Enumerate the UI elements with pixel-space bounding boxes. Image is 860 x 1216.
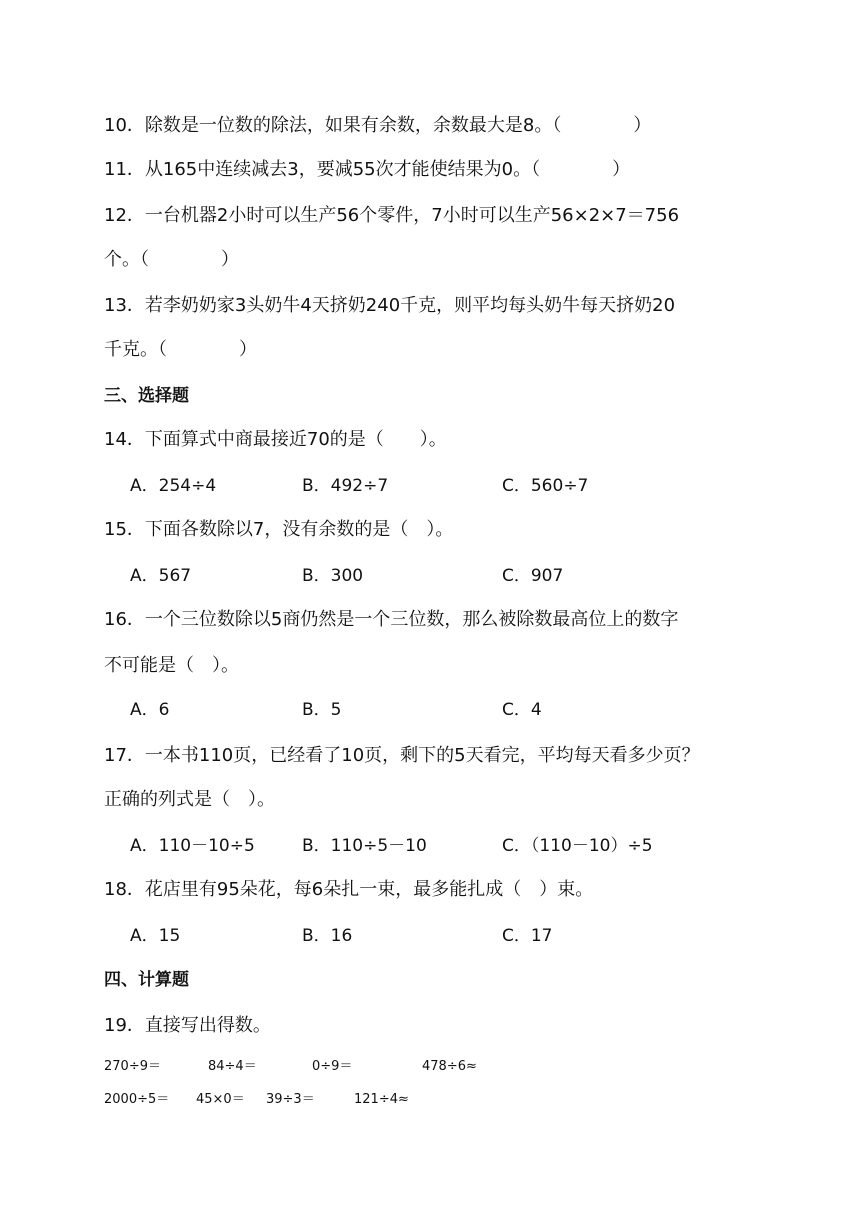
question-14-option-b[interactable]: B．492÷7	[302, 476, 389, 496]
question-10: 10．除数是一位数的除法，如果有余数，余数最大是8。（ ）	[104, 115, 652, 136]
calc-item: 121÷4≈	[354, 1092, 409, 1107]
question-18-option-b[interactable]: B．16	[302, 926, 353, 946]
question-15-option-b[interactable]: B．300	[302, 566, 364, 586]
calc-item: 270÷9＝	[104, 1059, 161, 1074]
question-18-option-c[interactable]: C．17	[502, 926, 553, 946]
question-17-option-c[interactable]: C．（110－10）÷5	[502, 836, 653, 856]
section-title-calc: 四、计算题	[104, 970, 189, 990]
question-19: 19．直接写出得数。	[104, 1015, 271, 1036]
calc-item: 39÷3＝	[266, 1092, 315, 1107]
question-17-line-1: 17．一本书110页，已经看了10页，剩下的5天看完，平均每天看多少页？	[104, 745, 700, 766]
question-14: 14．下面算式中商最接近70的是（ ）。	[104, 429, 447, 450]
calc-item: 45×0＝	[196, 1092, 245, 1107]
question-16-line-2: 不可能是（ ）。	[104, 655, 239, 676]
question-16-option-a[interactable]: A．6	[130, 700, 170, 720]
question-11: 11．从165中连续减去3，要减55次才能使结果为0。（ ）	[104, 159, 631, 180]
question-13-line-1: 13．若李奶奶家3头奶牛4天挤奶240千克，则平均每头奶牛每天挤奶20	[104, 295, 676, 316]
question-17-line-2: 正确的列式是（ ）。	[104, 789, 275, 810]
question-13-line-2: 千克。（ ）	[104, 339, 257, 360]
question-14-option-a[interactable]: A．254÷4	[130, 476, 217, 496]
question-14-option-c[interactable]: C．560÷7	[502, 476, 589, 496]
question-17-option-a[interactable]: A．110－10÷5	[130, 836, 255, 856]
calc-item: 84÷4＝	[208, 1059, 257, 1074]
calc-item: 0÷9＝	[312, 1059, 353, 1074]
question-16-option-b[interactable]: B．5	[302, 700, 342, 720]
section-title-choice: 三、选择题	[104, 386, 189, 406]
question-12-line-1: 12．一台机器2小时可以生产56个零件，7小时可以生产56×2×7＝756	[104, 205, 680, 226]
question-15: 15．下面各数除以7，没有余数的是（ ）。	[104, 519, 454, 540]
question-15-option-a[interactable]: A．567	[130, 566, 192, 586]
calc-item: 2000÷5＝	[104, 1092, 170, 1107]
question-17-option-b[interactable]: B．110÷5－10	[302, 836, 427, 856]
question-15-option-c[interactable]: C．907	[502, 566, 564, 586]
calc-item: 478÷6≈	[422, 1059, 477, 1074]
question-12-line-2: 个。（ ）	[104, 249, 239, 270]
question-18-option-a[interactable]: A．15	[130, 926, 181, 946]
question-16-line-1: 16．一个三位数除以5商仍然是一个三位数，那么被除数最高位上的数字	[104, 609, 679, 630]
question-18: 18．花店里有95朵花，每6朵扎一束，最多能扎成（ ）束。	[104, 879, 594, 900]
question-16-option-c[interactable]: C．4	[502, 700, 542, 720]
